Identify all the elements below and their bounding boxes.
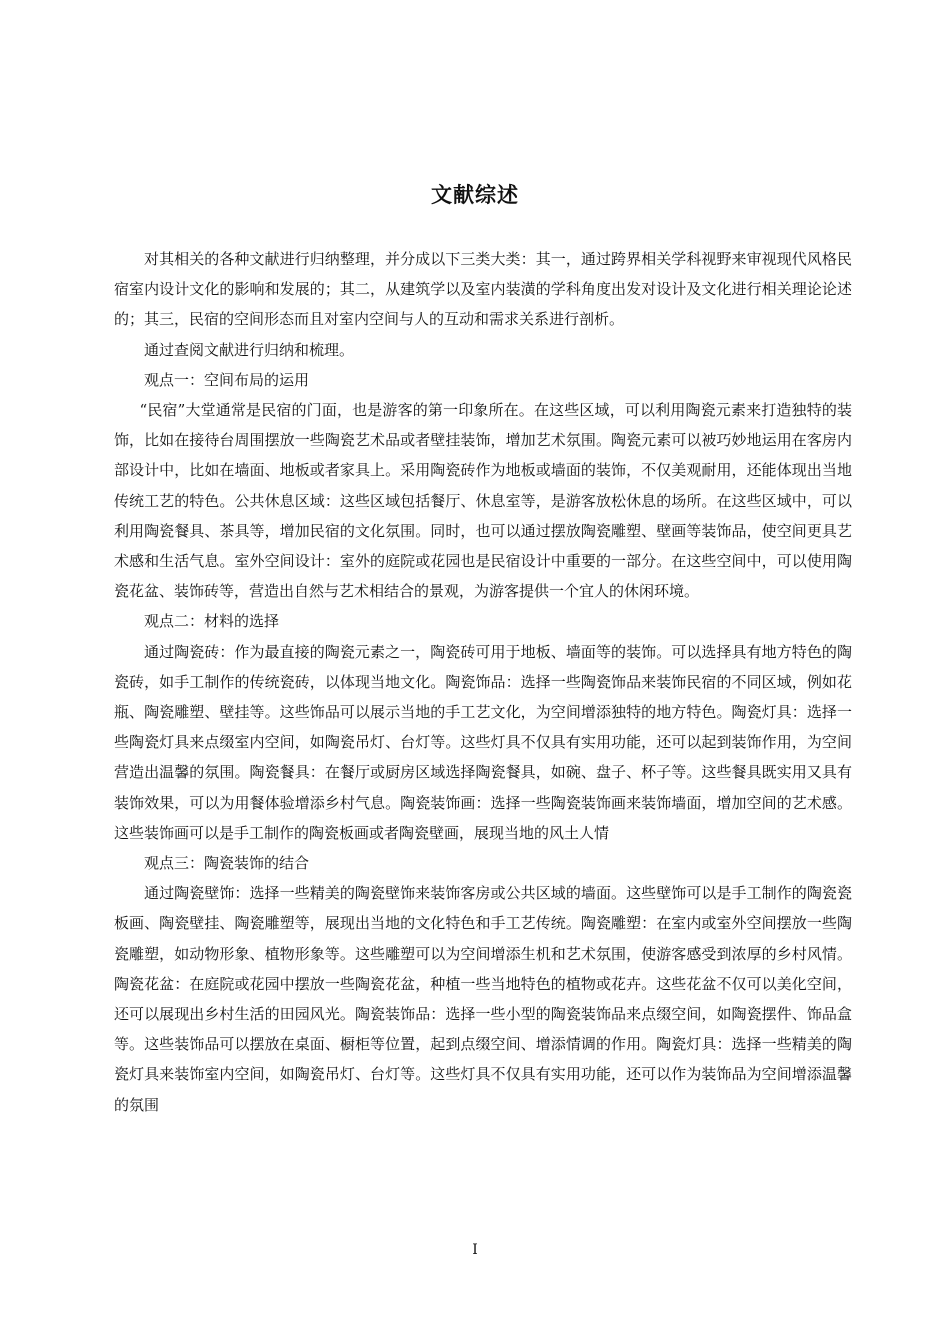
intro-paragraph: 对其相关的各种文献进行归纳整理，并分成以下三类大类：其一，通过跨界相关学科视野来审视现代风格民宿室内设计文化的影响和发展的；其二，从建筑学以及室内装潢的学科角度出发对设计及文化进行相关理论论述的；其三，民宿的空间形态而且对室内空间与人的互动和需求关系进行剖析。 — [114, 250, 852, 329]
document-title: 文献综述 — [431, 183, 519, 207]
page-number: I — [472, 1242, 478, 1258]
method-paragraph: 通过查阅文献进行归纳和梳理。 — [144, 340, 355, 359]
viewpoint-two-paragraph: 通过陶瓷砖：作为最直接的陶瓷元素之一，陶瓷砖可用于地板、墙面等的装饰。可以选择具有地方特色的陶瓷砖，如手工制作的传统瓷砖，以体现当地文化。陶瓷饰品：选择一些陶瓷饰品来装饰民宿的不同区域，例如花瓶、陶瓷雕塑、壁挂等。这些饰品可以展示当地的手工艺文化，为空间增添独特的地方特色。陶瓷灯具：选择一些陶瓷灯具来点缀室内空间，如陶瓷吊灯、台灯等。这些灯具不仅具有实用功能，还可以起到装饰作用，为空间营造出温馨的氛围。陶瓷餐具：在餐厅或厨房区域选择陶瓷餐具，如碗、盘子、杯子等。这些餐具既实用又具有装饰效果，可以为用餐体验增添乡村气息。陶瓷装饰画：选择一些陶瓷装饰画来装饰墙面，增加空间的艺术感。这些装饰画可以是手工制作的陶瓷板画或者陶瓷壁画，展现当地的风土人情 — [114, 642, 852, 842]
viewpoint-one-paragraph: “民宿”大堂通常是民宿的门面，也是游客的第一印象所在。在这些区域，可以利用陶瓷元素来打造独特的装饰，比如在接待台周围摆放一些陶瓷艺术品或者壁挂装饰，增加艺术氛围。陶瓷元素可以被巧妙地运用在客房内部设计中，比如在墙面、地板或者家具上。采用陶瓷砖作为地板或墙面的装饰，不仅美观耐用，还能体现出当地传统工艺的特色。公共休息区域：这些区域包括餐厅、休息室等，是游客放松休息的场所。在这些区域中，可以利用陶瓷餐具、茶具等，增加民宿的文化氛围。同时，也可以通过摆放陶瓷雕塑、壁画等装饰品，使空间更具艺术感和生活气息。室外空间设计：室外的庭院或花园也是民宿设计中重要的一部分。在这些空间中，可以使用陶瓷花盆、装饰砖等，营造出自然与艺术相结合的景观，为游客提供一个宜人的休闲环境。 — [114, 401, 852, 601]
viewpoint-one-heading: 观点一：空间布局的运用 — [144, 370, 310, 389]
viewpoint-three-paragraph: 通过陶瓷壁饰：选择一些精美的陶瓷壁饰来装饰客房或公共区域的墙面。这些壁饰可以是手工制作的陶瓷瓷板画、陶瓷壁挂、陶瓷雕塑等，展现出当地的文化特色和手工艺传统。陶瓷雕塑：在室内或室外空间摆放一些陶瓷雕塑，如动物形象、植物形象等。这些雕塑可以为空间增添生机和艺术氛围，使游客感受到浓厚的乡村风情。陶瓷花盆：在庭院或花园中摆放一些陶瓷花盆，种植一些当地特色的植物或花卉。这些花盆不仅可以美化空间，还可以展现出乡村生活的田园风光。陶瓷装饰品：选择一些小型的陶瓷装饰品来点缀空间，如陶瓷摆件、饰品盒等。这些装饰品可以摆放在桌面、橱柜等位置，起到点缀空间、增添情调的作用。陶瓷灯具：选择一些精美的陶瓷灯具来装饰室内空间，如陶瓷吊灯、台灯等。这些灯具不仅具有实用功能，还可以作为装饰品为空间增添温馨的氛围 — [114, 884, 852, 1114]
document-body — [114, 244, 852, 1120]
viewpoint-two-heading: 观点二：材料的选择 — [144, 612, 280, 631]
viewpoint-three-heading: 观点三：陶瓷装饰的结合 — [144, 854, 310, 873]
